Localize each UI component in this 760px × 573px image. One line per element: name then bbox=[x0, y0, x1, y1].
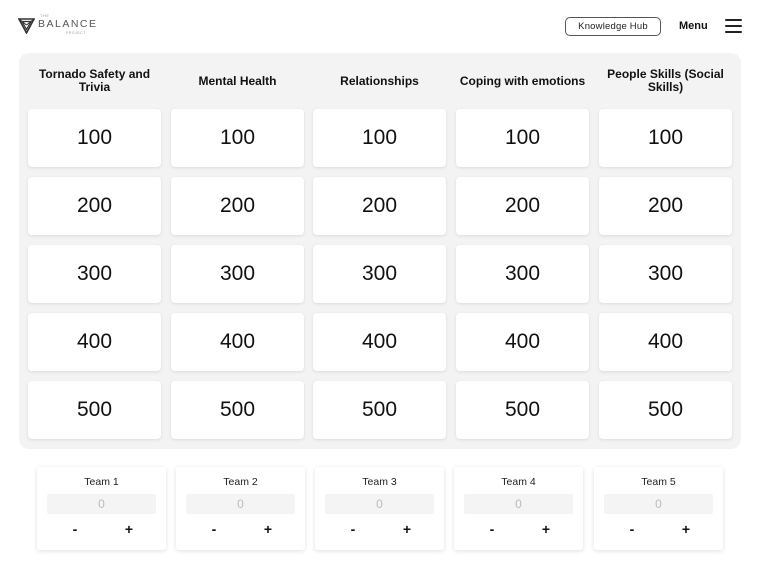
question-tile[interactable]: 400 bbox=[28, 313, 161, 371]
question-tile[interactable]: 100 bbox=[599, 109, 732, 167]
increment-button[interactable]: + bbox=[541, 521, 551, 537]
team-score-field[interactable]: 0 bbox=[47, 494, 156, 514]
decrement-button[interactable]: - bbox=[211, 521, 217, 537]
team-name: Team 4 bbox=[501, 476, 536, 488]
hamburger-menu-icon[interactable] bbox=[725, 19, 742, 33]
question-tile[interactable]: 200 bbox=[456, 177, 589, 235]
knowledge-hub-button[interactable]: Knowledge Hub bbox=[565, 17, 661, 36]
team-score-field[interactable]: 0 bbox=[325, 494, 434, 514]
increment-button[interactable]: + bbox=[681, 521, 691, 537]
question-tile[interactable]: 300 bbox=[171, 245, 304, 303]
increment-button[interactable]: + bbox=[402, 521, 412, 537]
question-tile[interactable]: 400 bbox=[171, 313, 304, 371]
team-name: Team 5 bbox=[641, 476, 676, 488]
question-tile[interactable]: 400 bbox=[599, 313, 732, 371]
question-tile[interactable]: 500 bbox=[28, 381, 161, 439]
team-score-field[interactable]: 0 bbox=[604, 494, 713, 514]
question-tile[interactable]: 200 bbox=[28, 177, 161, 235]
category-title: Tornado Safety and Trivia bbox=[38, 67, 151, 94]
logo-name: BALANCE bbox=[38, 18, 98, 30]
game-board bbox=[19, 53, 741, 449]
team-card bbox=[454, 467, 583, 550]
team-card bbox=[594, 467, 723, 550]
team-name: Team 1 bbox=[84, 476, 119, 488]
logo-small-top: THE bbox=[40, 13, 50, 18]
team-name: Team 3 bbox=[362, 476, 397, 488]
decrement-button[interactable]: - bbox=[489, 521, 495, 537]
decrement-button[interactable]: - bbox=[72, 521, 78, 537]
question-tile[interactable]: 100 bbox=[456, 109, 589, 167]
question-tile[interactable]: 300 bbox=[456, 245, 589, 303]
question-tile[interactable]: 300 bbox=[28, 245, 161, 303]
category-title: Mental Health bbox=[198, 73, 277, 88]
logo-small-bottom: PROJECT bbox=[66, 31, 86, 35]
logo[interactable] bbox=[18, 14, 98, 36]
increment-button[interactable]: + bbox=[263, 521, 273, 537]
question-tile[interactable]: 100 bbox=[313, 109, 446, 167]
question-tile[interactable]: 500 bbox=[171, 381, 304, 439]
question-tile[interactable]: 300 bbox=[599, 245, 732, 303]
question-tile[interactable]: 500 bbox=[313, 381, 446, 439]
question-tile[interactable]: 500 bbox=[599, 381, 732, 439]
question-tile[interactable]: 100 bbox=[171, 109, 304, 167]
team-name: Team 2 bbox=[223, 476, 258, 488]
decrement-button[interactable]: - bbox=[629, 521, 635, 537]
question-tile[interactable]: 200 bbox=[171, 177, 304, 235]
category-title: Coping with emotions bbox=[459, 73, 586, 88]
team-score-field[interactable]: 0 bbox=[186, 494, 295, 514]
question-tile[interactable]: 400 bbox=[456, 313, 589, 371]
question-tile[interactable]: 100 bbox=[28, 109, 161, 167]
team-card bbox=[37, 467, 166, 550]
category-title: Relationships bbox=[340, 73, 419, 88]
header bbox=[0, 0, 760, 52]
question-tile[interactable]: 300 bbox=[313, 245, 446, 303]
question-tile[interactable]: 200 bbox=[313, 177, 446, 235]
question-tile[interactable]: 200 bbox=[599, 177, 732, 235]
decrement-button[interactable]: - bbox=[350, 521, 356, 537]
increment-button[interactable]: + bbox=[124, 521, 134, 537]
category-title: People Skills (Social Skills) bbox=[607, 67, 724, 94]
logo-triangle-icon bbox=[18, 17, 35, 34]
team-card bbox=[315, 467, 444, 550]
menu-label[interactable]: Menu bbox=[679, 20, 708, 32]
team-card bbox=[176, 467, 305, 550]
question-tile[interactable]: 500 bbox=[456, 381, 589, 439]
team-score-field[interactable]: 0 bbox=[464, 494, 573, 514]
question-tile[interactable]: 400 bbox=[313, 313, 446, 371]
